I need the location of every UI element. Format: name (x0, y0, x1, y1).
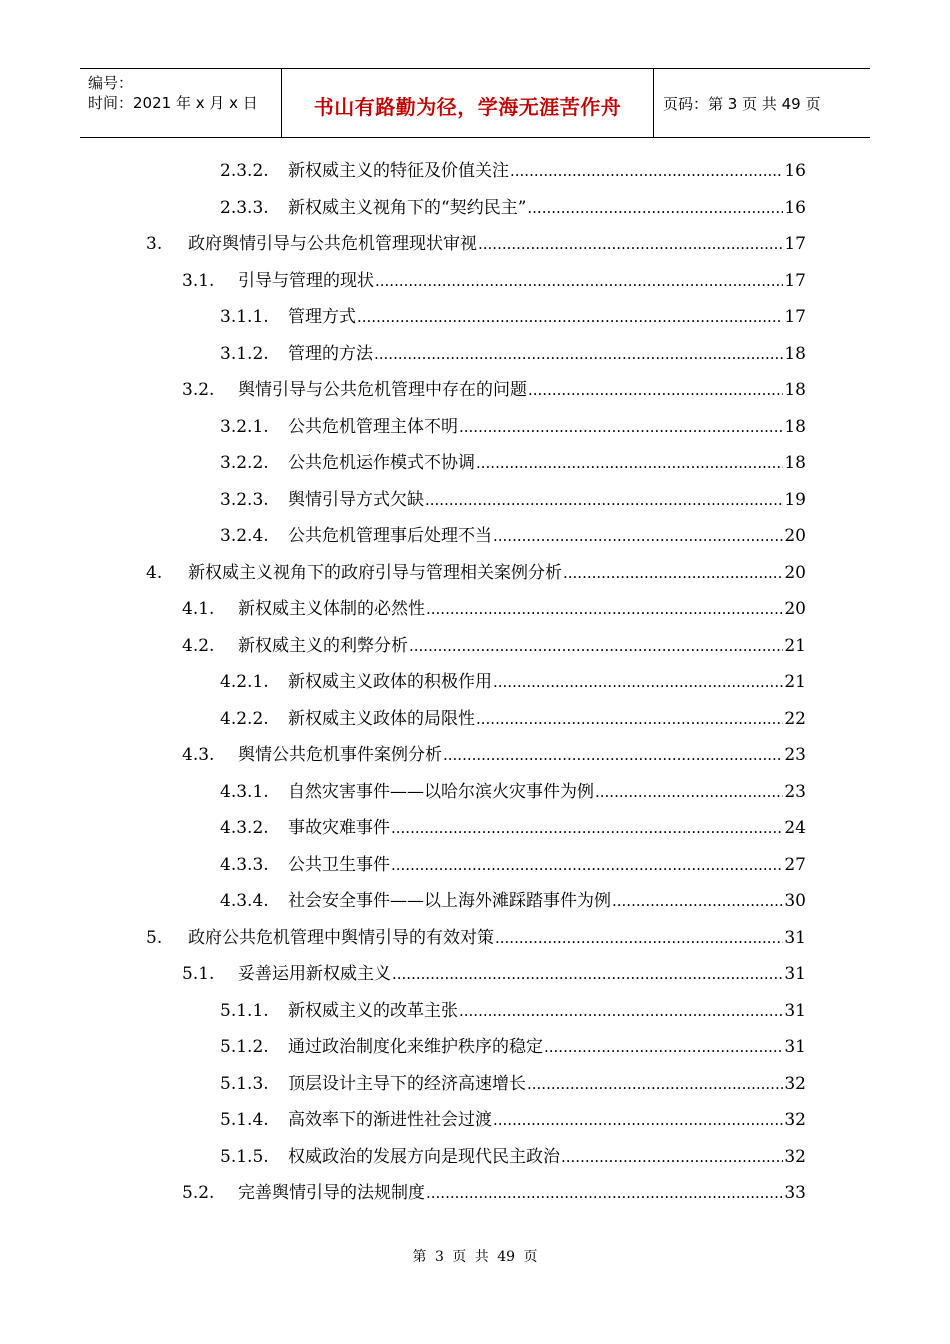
toc-entry-number: 3.2. (182, 380, 215, 400)
toc-entry-number: 2.3.2. (220, 161, 269, 181)
toc-entry-page: 19 (784, 489, 806, 510)
toc-dot-leader (528, 375, 783, 405)
toc-entry-number: 4.1. (182, 599, 215, 619)
toc-entry-number: 3.2.3. (220, 489, 269, 510)
toc-entry-page: 32 (784, 1073, 806, 1094)
toc-entry-page: 20 (784, 526, 806, 546)
toc-entry-number: 4.2. (182, 635, 215, 656)
toc-entry-title: 新权威主义视角下的“契约民主” (288, 197, 527, 218)
toc-entry[interactable] (220, 813, 806, 843)
header-page-code: 页码：第 3 页 共 49 页 (663, 95, 821, 113)
toc-dot-leader (443, 740, 783, 770)
toc-entry[interactable] (146, 923, 806, 953)
toc-entry[interactable] (182, 631, 806, 661)
header-motto: 书山有路勤为径，学海无涯苦作舟 (313, 95, 622, 119)
toc-entry[interactable] (220, 996, 806, 1026)
toc-entry[interactable] (220, 1069, 806, 1099)
toc-dot-leader (527, 1069, 783, 1099)
header-page-cell (654, 69, 870, 137)
toc-entry-number: 3.1.1. (220, 307, 269, 327)
toc-entry-number: 5.1.3. (220, 1073, 269, 1094)
toc-entry-page: 32 (784, 1110, 806, 1130)
toc-entry-number: 5.1. (182, 964, 215, 984)
toc-dot-leader (374, 339, 783, 369)
toc-entry-page: 32 (784, 1146, 806, 1167)
toc-entry-number: 3.1.2. (220, 343, 269, 364)
toc-entry-number: 3.1. (182, 270, 215, 291)
toc-dot-leader (561, 1142, 783, 1172)
toc-entry-number: 3. (146, 234, 163, 254)
toc-entry[interactable] (146, 558, 806, 588)
page-footer: 第 3 页 共 49 页 (412, 1249, 538, 1265)
doc-date-label: 时间：2021 年 x 月 x 日 (88, 94, 258, 112)
toc-dot-leader (357, 302, 783, 332)
toc-entry[interactable] (220, 850, 806, 880)
toc-entry[interactable] (220, 667, 806, 697)
toc-entry-number: 3.2.4. (220, 526, 269, 546)
toc-entry-title: 政府公共危机管理中舆情引导的有效对策 (188, 927, 494, 948)
toc-entry-number: 4.3. (182, 745, 215, 765)
toc-entry[interactable] (182, 740, 806, 770)
toc-entry-number: 3.2.2. (220, 453, 269, 473)
toc-dot-leader (476, 704, 783, 734)
toc-entry-page: 18 (784, 380, 806, 400)
toc-entry[interactable] (220, 193, 806, 223)
toc-entry-page: 23 (784, 781, 806, 802)
toc-entry-title: 新权威主义的改革主张 (288, 1000, 458, 1021)
toc-entry-page: 31 (784, 1037, 806, 1057)
toc-dot-leader (476, 448, 783, 478)
toc-entry-page: 23 (784, 745, 806, 765)
toc-entry[interactable] (182, 1178, 806, 1208)
toc-dot-leader (426, 594, 783, 624)
toc-entry-page: 21 (784, 635, 806, 656)
header-meta-cell (80, 69, 282, 137)
header-motto-cell (282, 69, 654, 137)
toc-entry-page: 20 (784, 599, 806, 619)
toc-dot-leader (612, 886, 783, 916)
toc-entry-number: 4.3.1. (220, 781, 269, 802)
toc-entry-page: 31 (784, 1000, 806, 1021)
toc-dot-leader (563, 558, 783, 588)
toc-entry[interactable] (220, 412, 806, 442)
toc-entry-title: 舆情引导方式欠缺 (288, 489, 424, 510)
toc-entry-title: 新权威主义体制的必然性 (238, 599, 425, 619)
toc-entry-title: 通过政治制度化来维护秩序的稳定 (288, 1037, 543, 1057)
toc-entry-title: 新权威主义的利弊分析 (238, 635, 408, 656)
toc-dot-leader (391, 813, 783, 843)
toc-entry-title: 新权威主义视角下的政府引导与管理相关案例分析 (188, 562, 562, 583)
toc-entry[interactable] (220, 156, 806, 186)
toc-entry-title: 事故灾难事件 (288, 818, 390, 838)
toc-entry[interactable] (182, 375, 806, 405)
toc-entry-page: 17 (784, 270, 806, 291)
toc-entry-number: 3.2.1. (220, 416, 269, 437)
toc-entry-title: 公共危机运作模式不协调 (288, 453, 475, 473)
toc-entry-number: 2.3.3. (220, 197, 269, 218)
toc-dot-leader (493, 1105, 783, 1135)
toc-dot-leader (375, 266, 783, 296)
doc-number-label: 编号： (88, 74, 134, 92)
toc-entry-number: 4. (146, 562, 163, 583)
toc-entry-title: 引导与管理的现状 (238, 270, 374, 291)
toc-dot-leader (493, 521, 783, 551)
toc-entry-title: 公共危机管理主体不明 (288, 416, 458, 437)
toc-entry-title: 新权威主义政体的局限性 (288, 708, 475, 729)
toc-entry[interactable] (220, 1032, 806, 1062)
toc-entry[interactable] (182, 594, 806, 624)
toc-dot-leader (459, 996, 783, 1026)
toc-entry[interactable] (220, 704, 806, 734)
toc-entry-title: 公共卫生事件 (288, 854, 390, 875)
toc-entry[interactable] (220, 1142, 806, 1172)
toc-entry-page: 30 (784, 891, 806, 911)
toc-entry-page: 17 (784, 234, 806, 254)
toc-entry-title: 妥善运用新权威主义 (238, 964, 391, 984)
toc-dot-leader (510, 156, 783, 186)
toc-entry-number: 4.3.2. (220, 818, 269, 838)
toc-entry-title: 自然灾害事件——以哈尔滨火灾事件为例 (288, 781, 594, 802)
toc-entry[interactable] (146, 229, 806, 259)
toc-entry-title: 管理方式 (288, 307, 356, 327)
toc-entry-page: 22 (784, 708, 806, 729)
toc-entry-number: 4.2.2. (220, 708, 269, 729)
toc-dot-leader (391, 850, 783, 880)
toc-dot-leader (478, 229, 783, 259)
toc-entry-title: 管理的方法 (288, 343, 373, 364)
toc-dot-leader (459, 412, 783, 442)
toc-entry-page: 33 (784, 1183, 806, 1203)
toc-entry-title: 社会安全事件——以上海外滩踩踏事件为例 (288, 891, 611, 911)
toc-dot-leader (425, 485, 783, 515)
toc-dot-leader (392, 959, 783, 989)
toc-entry-title: 政府舆情引导与公共危机管理现状审视 (188, 234, 477, 254)
toc-entry-number: 5.1.5. (220, 1146, 269, 1167)
toc-entry[interactable] (220, 339, 806, 369)
toc-entry-number: 4.3.4. (220, 891, 269, 911)
toc-entry-page: 16 (784, 161, 806, 181)
toc-entry-number: 5.2. (182, 1183, 215, 1203)
toc-dot-leader (527, 193, 783, 223)
toc-entry[interactable] (220, 302, 806, 332)
toc-dot-leader (544, 1032, 783, 1062)
toc-entry[interactable] (220, 485, 806, 515)
page-header (80, 68, 870, 138)
toc-entry-title: 公共危机管理事后处理不当 (288, 526, 492, 546)
toc-entry-number: 5.1.1. (220, 1000, 269, 1021)
toc-entry[interactable] (182, 266, 806, 296)
toc-entry-page: 16 (784, 197, 806, 218)
toc-entry-page: 18 (784, 343, 806, 364)
toc-entry-page: 17 (784, 307, 806, 327)
toc-entry-page: 27 (784, 854, 806, 875)
toc-entry-title: 顶层设计主导下的经济高速增长 (288, 1073, 526, 1094)
toc-entry-page: 31 (784, 927, 806, 948)
toc-entry-number: 4.3.3. (220, 854, 269, 875)
toc-entry-number: 5.1.2. (220, 1037, 269, 1057)
toc-entry-title: 权威政治的发展方向是现代民主政治 (288, 1146, 560, 1167)
toc-entry-page: 20 (784, 562, 806, 583)
toc-entry-page: 18 (784, 453, 806, 473)
toc-entry-page: 31 (784, 964, 806, 984)
toc-entry-title: 舆情公共危机事件案例分析 (238, 745, 442, 765)
toc-dot-leader (595, 777, 783, 807)
toc-entry[interactable] (220, 886, 806, 916)
toc-dot-leader (409, 631, 783, 661)
toc-entry[interactable] (182, 959, 806, 989)
toc-entry[interactable] (220, 448, 806, 478)
toc-entry-page: 21 (784, 672, 806, 692)
toc-entry-page: 18 (784, 416, 806, 437)
toc-entry-number: 5. (146, 927, 163, 948)
toc-entry-title: 新权威主义的特征及价值关注 (288, 161, 509, 181)
toc-entry[interactable] (220, 1105, 806, 1135)
toc-dot-leader (493, 667, 783, 697)
toc-dot-leader (426, 1178, 783, 1208)
toc-entry-number: 4.2.1. (220, 672, 269, 692)
toc-dot-leader (495, 923, 783, 953)
toc-entry-page: 24 (784, 818, 806, 838)
toc-entry[interactable] (220, 521, 806, 551)
toc-entry[interactable] (220, 777, 806, 807)
toc-entry-title: 新权威主义政体的积极作用 (288, 672, 492, 692)
toc-entry-title: 完善舆情引导的法规制度 (238, 1183, 425, 1203)
toc-entry-title: 舆情引导与公共危机管理中存在的问题 (238, 380, 527, 400)
toc-entry-number: 5.1.4. (220, 1110, 269, 1130)
toc-entry-title: 高效率下的渐进性社会过渡 (288, 1110, 492, 1130)
